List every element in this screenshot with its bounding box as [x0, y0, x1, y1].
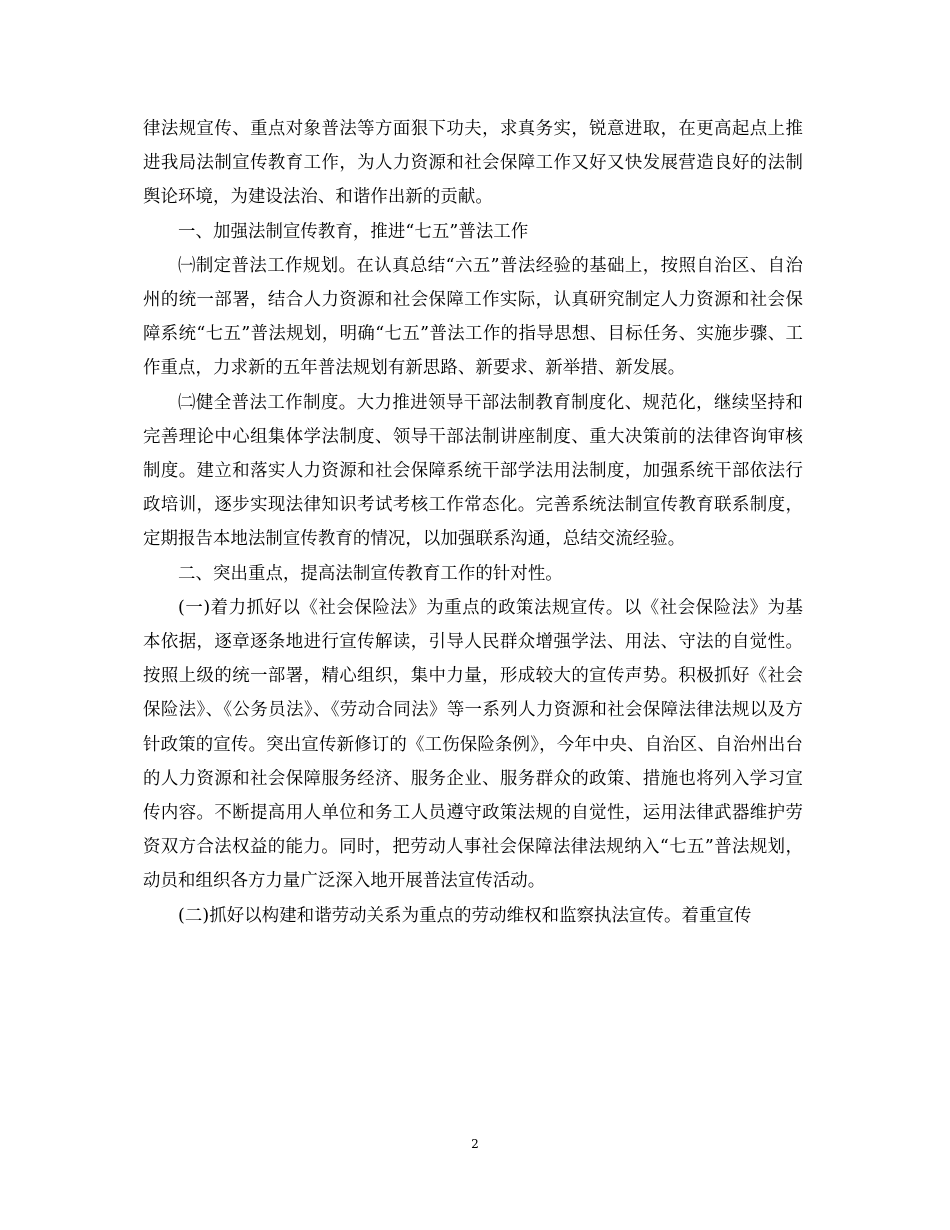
paragraph-labor-relations: (二)抓好以构建和谐劳动关系为重点的劳动维权和监察执法宣传。着重宣传 — [178, 905, 752, 926]
body-text — [143, 112, 803, 933]
section-heading-1: 一、加强法制宣传教育，推进“七五”普法工作 — [178, 221, 529, 242]
paragraph-social-insurance: (一)着力抓好以《社会保险法》为重点的政策法规宣传。以《社会保险法》为基本依据，逐章逐条地进行宣传解读，引导人民群众增强学法、用法、守法的自觉性。按照上级的统一部署，精心组织，集中力量，形成较大的宣传声势。积极抓好《社会保险法》、《公务员法》、《劳动合同法》等一系列人力资源和社会保障法律法规以及方针政策的宣传。突出宣传新修订的《工伤保险条例》，今年中央、自治区、自治州出台的人力资源和社会保障服务经济、服务企业、服务群众的政策、措施也将列入学习宣传内容。不断提高用人单位和务工人员遵守政策法规的自觉性，运用法律武器维护劳资双方合法权益的能力。同时，把劳动人事社会保障法律法规纳入“七五”普法规划，动员和组织各方力量广泛深入地开展普法宣传活动。 — [143, 597, 803, 892]
section-heading-2: 二、突出重点，提高法制宣传教育工作的针对性。 — [178, 563, 563, 584]
paragraph-system: ㈡健全普法工作制度。大力推进领导干部法制教育制度化、规范化，继续坚持和完善理论中心组集体学法制度、领导干部法制讲座制度、重大决策前的法律咨询审核制度。建立和落实人力资源和社会保障系统干部学法用法制度，加强系统干部依法行政培训，逐步实现法律知识考试考核工作常态化。完善系统法制宣传教育联系制度，定期报告本地法制宣传教育的情况，以加强联系沟通，总结交流经验。 — [143, 392, 803, 550]
paragraph-plan: ㈠制定普法工作规划。在认真总结“六五”普法经验的基础上，按照自治区、自治州的统一部署，结合人力资源和社会保障工作实际，认真研究制定人力资源和社会保障系统“七五”普法规划，明确“七五”普法工作的指导思想、目标任务、实施步骤、工作重点，力求新的五年普法规划有新思路、新要求、新举措、新发展。 — [143, 255, 803, 379]
page-number: 2 — [471, 1137, 479, 1151]
paragraph-continuation: 律法规宣传、重点对象普法等方面狠下功夫，求真务实，锐意进取，在更高起点上推进我局法制宣传教育工作，为人力资源和社会保障工作又好又快发展营造良好的法制舆论环境，为建设法治、和谐作出新的贡献。 — [143, 119, 803, 208]
